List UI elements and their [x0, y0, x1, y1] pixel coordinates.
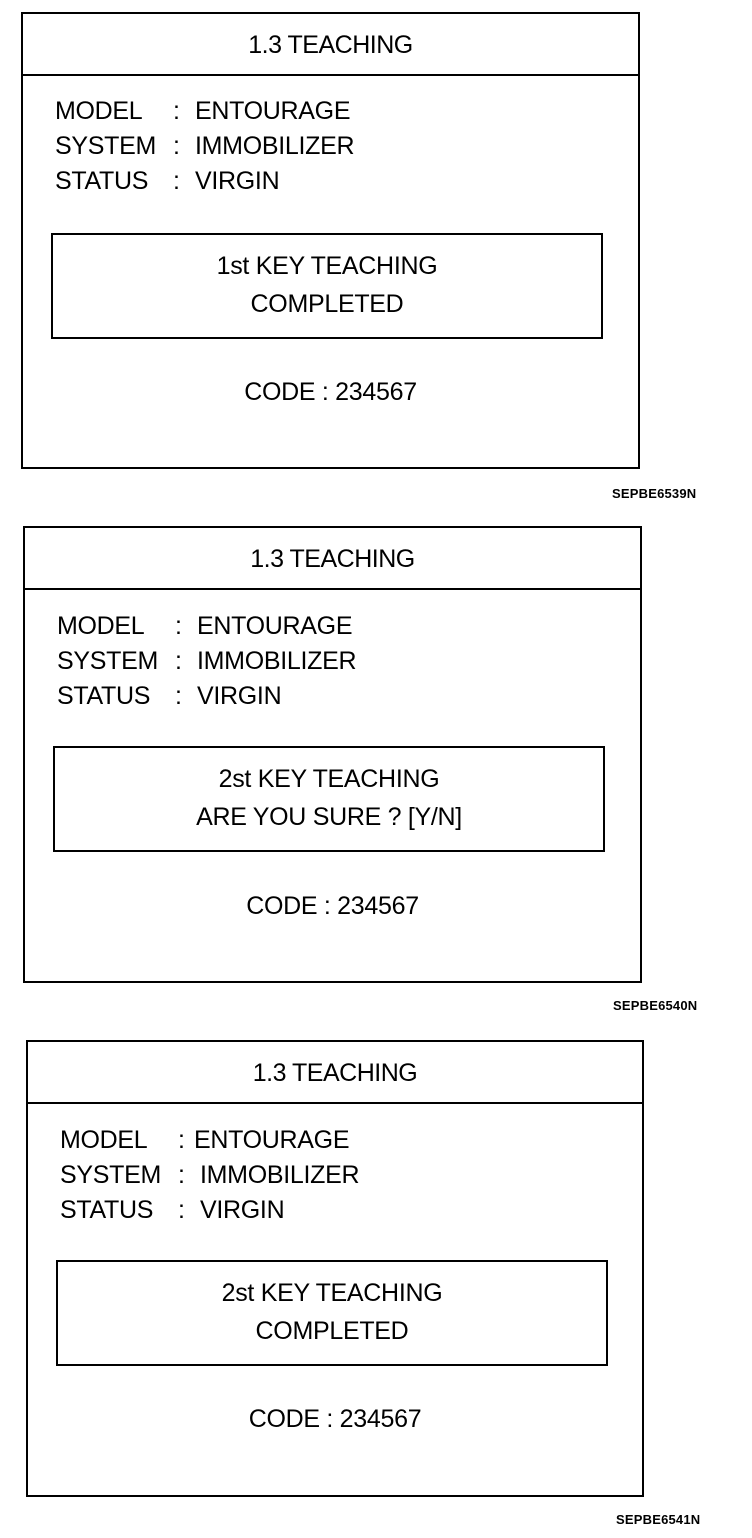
message-line-2: COMPLETED	[255, 1317, 409, 1345]
system-separator: :	[175, 647, 182, 675]
status-value: VIRGIN	[200, 1196, 285, 1224]
system-row	[60, 1158, 359, 1193]
model-separator: :	[173, 97, 180, 125]
message-line-1: 1st KEY TEACHING	[216, 252, 438, 280]
system-value: IMMOBILIZER	[195, 132, 355, 160]
system-label: SYSTEM	[55, 132, 156, 160]
system-separator: :	[178, 1161, 185, 1189]
model-row	[57, 609, 356, 644]
vehicle-info	[57, 609, 356, 714]
figure-caption: SEPBE6539N	[612, 486, 697, 501]
screen-title: 1.3 TEACHING	[28, 1042, 642, 1104]
model-label: MODEL	[57, 612, 145, 640]
model-label: MODEL	[60, 1126, 148, 1154]
model-row	[55, 94, 354, 129]
message-line-1: 2st KEY TEACHING	[218, 765, 440, 793]
model-row	[60, 1123, 359, 1158]
screen-title: 1.3 TEACHING	[23, 14, 638, 76]
system-value: IMMOBILIZER	[197, 647, 357, 675]
message-line-2: COMPLETED	[250, 290, 404, 318]
status-row	[60, 1193, 359, 1228]
system-separator: :	[173, 132, 180, 160]
status-row	[57, 679, 356, 714]
status-label: STATUS	[60, 1196, 154, 1224]
system-row	[55, 129, 354, 164]
figure-caption: SEPBE6541N	[616, 1512, 701, 1527]
code-readout: CODE : 234567	[244, 378, 417, 406]
status-separator: :	[173, 167, 180, 195]
status-row	[55, 164, 354, 199]
status-value: VIRGIN	[195, 167, 280, 195]
vehicle-info	[60, 1123, 359, 1228]
status-value: VIRGIN	[197, 682, 282, 710]
model-value: ENTOURAGE	[197, 612, 353, 640]
figure-caption: SEPBE6540N	[613, 998, 698, 1013]
status-separator: :	[175, 682, 182, 710]
message-box	[56, 1260, 608, 1366]
code-readout: CODE : 234567	[246, 892, 419, 920]
message-box	[53, 746, 605, 852]
screen-title: 1.3 TEACHING	[25, 528, 640, 590]
status-label: STATUS	[57, 682, 151, 710]
message-line-1: 2st KEY TEACHING	[221, 1279, 443, 1307]
model-value: ENTOURAGE	[194, 1126, 350, 1154]
teaching-screen-2	[23, 526, 642, 983]
status-label: STATUS	[55, 167, 149, 195]
model-value: ENTOURAGE	[195, 97, 351, 125]
model-separator: :	[175, 612, 182, 640]
system-value: IMMOBILIZER	[200, 1161, 360, 1189]
vehicle-info	[55, 94, 354, 199]
code-readout: CODE : 234567	[248, 1405, 422, 1433]
system-label: SYSTEM	[57, 647, 158, 675]
teaching-screen-3	[26, 1040, 644, 1497]
status-separator: :	[178, 1196, 185, 1224]
message-box	[51, 233, 603, 339]
model-separator: :	[178, 1126, 185, 1154]
message-line-2: ARE YOU SURE ? [Y/N]	[196, 803, 462, 831]
teaching-screen-1	[21, 12, 640, 469]
system-row	[57, 644, 356, 679]
model-label: MODEL	[55, 97, 143, 125]
system-label: SYSTEM	[60, 1161, 161, 1189]
